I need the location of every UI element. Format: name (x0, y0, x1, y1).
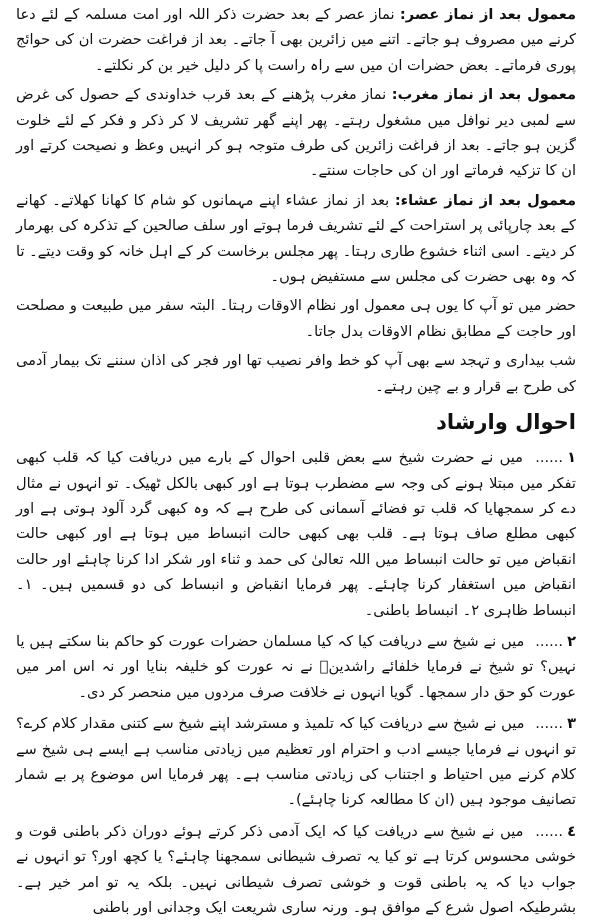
paragraph-travel-routine (16, 293, 576, 344)
item-dots: ...... (535, 632, 564, 650)
list-item (16, 711, 576, 813)
list-item (16, 819, 576, 920)
item-dots: ...... (535, 715, 564, 733)
paragraph-heading: معمول بعد از نماز مغرب: (391, 86, 576, 104)
item-text: میں نے شیخ سے دریافت کیا کہ تلمیذ و مسترشد اپنے شیخ سے کتنی مقدار کلام کرے؟ تو انہوں نے فرمایا جیسے ادب و احترام اور تعظیم میں زیادتی مناسب ہے ایسے ہی شیخ سے کلام کرنے میں احتیاط و اجتناب کی زیادتی مناسب ہے۔ پھر فرمایا اس موضوع پر بے شمار تصانیف موجود ہیں (ان کا مطالعہ کرنا چاہئے)۔ (16, 715, 576, 809)
item-text: میں نے شیخ سے دریافت کیا کہ کیا مسلمان حضرات عورت کو حاکم بنا سکتے ہیں یا نہیں؟ تو شیخ نے فرمایا خلفائے راشدینؓ نے نہ عورت کو خلیفہ بنایا اور نہ اس امر میں عورت کو حق دار سمجھا۔ گویا انہوں نے خلافت صرف مردوں میں منحصر کر دی۔ (16, 632, 576, 701)
list-item (16, 629, 576, 705)
paragraph-text: نماز مغرب پڑھنے کے بعد قرب خداوندی کے حصول کی غرض سے لمبی دیر نوافل میں مشغول رہتے۔ پھر اپنے گھر تشریف لا کر ذکر و فکر کے لئے خلوت گزین ہو جاتے۔ بعد از فراغت زائرین کی طرف متوجہ ہو کر انہیں وعظ و نصیحت کرتے اور ان کا تزکیہ فرماتے اور ان کی حاجات سنتے۔ (16, 86, 576, 180)
item-number: ١ (567, 449, 576, 467)
paragraph-heading: معمول بعد از نماز عشاء: (394, 191, 577, 209)
item-text: میں نے شیخ سے دریافت کیا کہ ایک آدمی ذکر کرتے ہوئے دوران ذکر باطنی قوت و خوشی محسوس کرتا ہے تو کیا یہ تصرف شیطانی سمجھنا چاہئے؟ یا کچھ اور؟ تو انہوں نے جواب دیا کہ یہ باطنی قوت و خوشی تصرف شیطانی نہیں۔ بلکہ یہ تو امر خیر ہے۔ بشرطیکہ اصول شرع کے موافق ہو۔ ورنہ ساری شریعت ایک وجدانی اور باطنی (16, 822, 576, 916)
paragraph-text: حضر میں تو آپ کا یوں ہی معمول اور نظام الاوقات رہتا۔ البتہ سفر میں طبیعت و مصلحت اور حاجت کے مطابق نظام الاوقات بدل جاتا۔ (16, 297, 576, 340)
item-dots: ...... (535, 449, 564, 467)
list-item (16, 445, 576, 623)
paragraph-text: شب بیداری و تہجد سے بھی آپ کو خط وافر نصیب تھا اور فجر کی اذان سننے تک بیمار آدمی کی طرح بے قرار و بے چین رہتے۔ (16, 352, 576, 395)
item-number: ٤ (567, 822, 576, 840)
item-number: ٣ (567, 715, 576, 733)
paragraph-night-vigil (16, 348, 576, 399)
paragraph-text: نماز عصر کے بعد حضرت ذکر اللہ اور امت مسلمہ کے لئے دعا کرنے میں مصروف ہو جاتے۔ اتنے میں زائرین بھی آ جاتے۔ بعد از فراغت حضرت ان کی حوائج پوری فرماتے۔ بعض حضرات ان میں سے راہ راست پا کر دلیل خیر بن کر نکلتے۔ (16, 6, 576, 74)
item-dots: ...... (535, 822, 564, 840)
item-text: میں نے حضرت شیخ سے بعض قلبی احوال کے بارے میں دریافت کیا کہ قلب کبھی تفکر میں مبتلا ہونے کی وجہ سے مضطرب ہوتا ہے اور کبھی بالکل ٹھیک۔ تو انہوں نے مثال دے کر سمجھایا کہ قلب تو فضائے آسمانی کی طرح ہے کہ وہ کبھی گرد آلود ہوتی ہے اور کبھی مطلع صاف ہوتا ہے۔ قلب بھی کبھی حالت انبساط میں ہوتا ہے اور کبھی حالت انقباض میں تو حالت انبساط میں اللہ تعالیٰ کی حمد و ثناء اور شکر ادا کرنا چاہئے اور حالت انقباض میں استغفار کرنا چاہئے۔ پھر فرمایا انقباض و انبساط کی دو قسمیں ہیں۔ ١۔ انبساط ظاہری ٢۔ انبساط باطنی۔ (16, 449, 576, 619)
paragraph-after-asr (16, 2, 576, 78)
paragraph-heading: معمول بعد از نماز عصر: (399, 6, 577, 23)
section-title: احوال وارشاد (436, 410, 576, 435)
paragraph-after-maghrib (16, 82, 576, 184)
paragraph-text: بعد از نماز عشاء اپنے مہمانوں کو شام کا کھانا کھلاتے۔ کھانے کے بعد چارپائی پر استراحت کے لئے تشریف فرما ہوتے اور سلف صالحین کے تذکرہ کی بھرمار کر دیتے۔ اسی اثناء خشوع طاری رہتا۔ پھر مجلس برخاست کر کے اہل خانہ کو وقت دیتے۔ تا کہ وہ بھی حضرت کی مجلس سے مستفیض ہوں۔ (16, 191, 576, 286)
paragraph-after-isha (16, 188, 576, 290)
item-number: ٢ (567, 632, 576, 650)
